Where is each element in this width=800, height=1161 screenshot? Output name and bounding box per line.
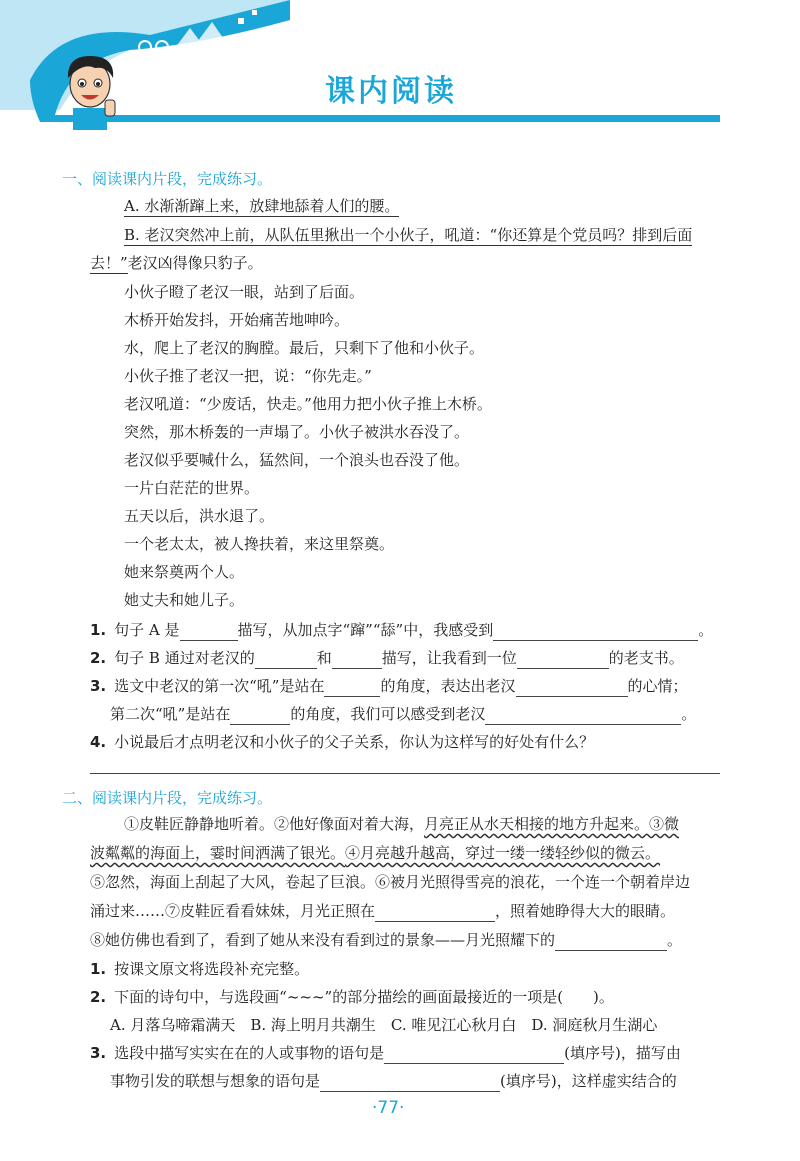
answer-blank[interactable] bbox=[384, 1047, 564, 1064]
question-1-3-cont: 第二次“吼”是站在 的角度，我们可以感受到老汉 。 bbox=[110, 705, 697, 723]
boy-mascot-icon bbox=[55, 48, 125, 130]
section1-heading: 一、阅读课内片段，完成练习。 bbox=[62, 170, 273, 188]
answer-blank[interactable] bbox=[493, 624, 698, 641]
answer-blank[interactable] bbox=[332, 652, 382, 669]
paragraph: 老汉似乎要喊什么，猛然间，一个浪头也吞没了他。 bbox=[124, 451, 470, 469]
paragraph: 小伙子瞪了老汉一眼，站到了后面。 bbox=[124, 283, 365, 301]
answer-blank[interactable] bbox=[375, 905, 495, 922]
paragraph: 她来祭奠两个人。 bbox=[124, 563, 245, 581]
question-1-3: 3. 选文中老汉的第一次“吼”是站在 的角度，表达出老汉 的心情； bbox=[90, 677, 688, 695]
question-2-1: 1. 按课文原文将选段补充完整。 bbox=[90, 960, 310, 978]
paragraph: 一个老太太，被人搀扶着，来这里祭奠。 bbox=[124, 535, 395, 553]
question-2-3-cont: 事物引发的联想与想象的语句是 (填序号)，这样虚实结合的 bbox=[110, 1072, 677, 1090]
paragraph: 突然，那木桥轰的一声塌了。小伙子被洪水吞没了。 bbox=[124, 423, 470, 441]
answer-blank[interactable] bbox=[180, 624, 238, 641]
answer-blank[interactable] bbox=[516, 680, 628, 697]
question-1-1: 1. 句子 A 是 描写，从加点字“蹿”“舔”中，我感受到 。 bbox=[90, 621, 714, 639]
answer-blank[interactable] bbox=[555, 934, 667, 951]
paragraph: 五天以后，洪水退了。 bbox=[124, 507, 275, 525]
answer-blank[interactable] bbox=[324, 680, 380, 697]
answer-blank[interactable] bbox=[255, 652, 317, 669]
sentence-a: A. 水渐渐蹿上来，放肆地舔着人们的腰。 bbox=[124, 197, 400, 215]
answer-blank[interactable] bbox=[517, 652, 609, 669]
answer-blank[interactable] bbox=[320, 1075, 500, 1092]
paragraph: 一片白茫茫的世界。 bbox=[124, 479, 260, 497]
question-2-2: 2. 下面的诗句中，与选段画“~~~”的部分描绘的画面最接近的一项是( )。 bbox=[90, 988, 614, 1006]
answer-blank[interactable] bbox=[230, 708, 290, 725]
question-1-2: 2. 句子 B 通过对老汉的 和 描写，让我看到一位 的老支书。 bbox=[90, 649, 684, 667]
paragraph: 小伙子推了老汉一把，说：“你先走。” bbox=[124, 367, 372, 385]
passage-line: ①皮鞋匠静静地听着。②他好像面对着大海，月亮正从水天相接的地方升起来。③微 bbox=[124, 815, 680, 833]
answer-blank[interactable] bbox=[485, 708, 681, 725]
passage-line: 波粼粼的海面上，霎时间洒满了银光。④月亮越升越高，穿过一缕一缕轻纱似的微云。 bbox=[90, 844, 661, 862]
paragraph: 老汉吼道：“少废话，快走。”他用力把小伙子推上木桥。 bbox=[124, 395, 492, 413]
passage-line: 涌过来……⑦皮鞋匠看看妹妹，月光正照在 ，照着她睁得大大的眼睛。 bbox=[90, 902, 676, 920]
section2-heading: 二、阅读课内片段，完成练习。 bbox=[62, 789, 273, 807]
paragraph: 她丈夫和她儿子。 bbox=[124, 591, 245, 609]
question-2-3: 3. 选段中描写实实在在的人或事物的语句是 (填序号)，描写由 bbox=[90, 1044, 681, 1062]
passage-line: ⑤忽然，海面上刮起了大风，卷起了巨浪。⑥被月光照得雪亮的浪花，一个连一个朝着岸边 bbox=[90, 873, 691, 891]
answer-line[interactable] bbox=[90, 773, 720, 774]
paragraph: 木桥开始发抖，开始痛苦地呻吟。 bbox=[124, 311, 350, 329]
wavy-mark: ~~~ bbox=[286, 988, 325, 1006]
paragraph: 水，爬上了老汉的胸膛。最后，只剩下了他和小伙子。 bbox=[124, 339, 485, 357]
page-title: 课内阅读 bbox=[325, 74, 457, 109]
sentence-b-line1: B. 老汉突然冲上前，从队伍里揪出一个小伙子，吼道：“你还算是个党员吗？排到后面 bbox=[124, 226, 693, 244]
question-1-4: 4. 小说最后才点明老汉和小伙子的父子关系，你认为这样写的好处有什么？ bbox=[90, 733, 595, 751]
sentence-b-line2: 去！”老汉凶得像只豹子。 bbox=[90, 254, 263, 272]
question-2-2-options: A. 月落乌啼霜满天 B. 海上明月共潮生 C. 唯见江心秋月白 D. 洞庭秋月生湖心 bbox=[110, 1016, 658, 1034]
page-number: ·77· bbox=[372, 1098, 405, 1118]
passage-line: ⑧她仿佛也看到了，看到了她从来没有看到过的景象——月光照耀下的 。 bbox=[90, 931, 683, 949]
